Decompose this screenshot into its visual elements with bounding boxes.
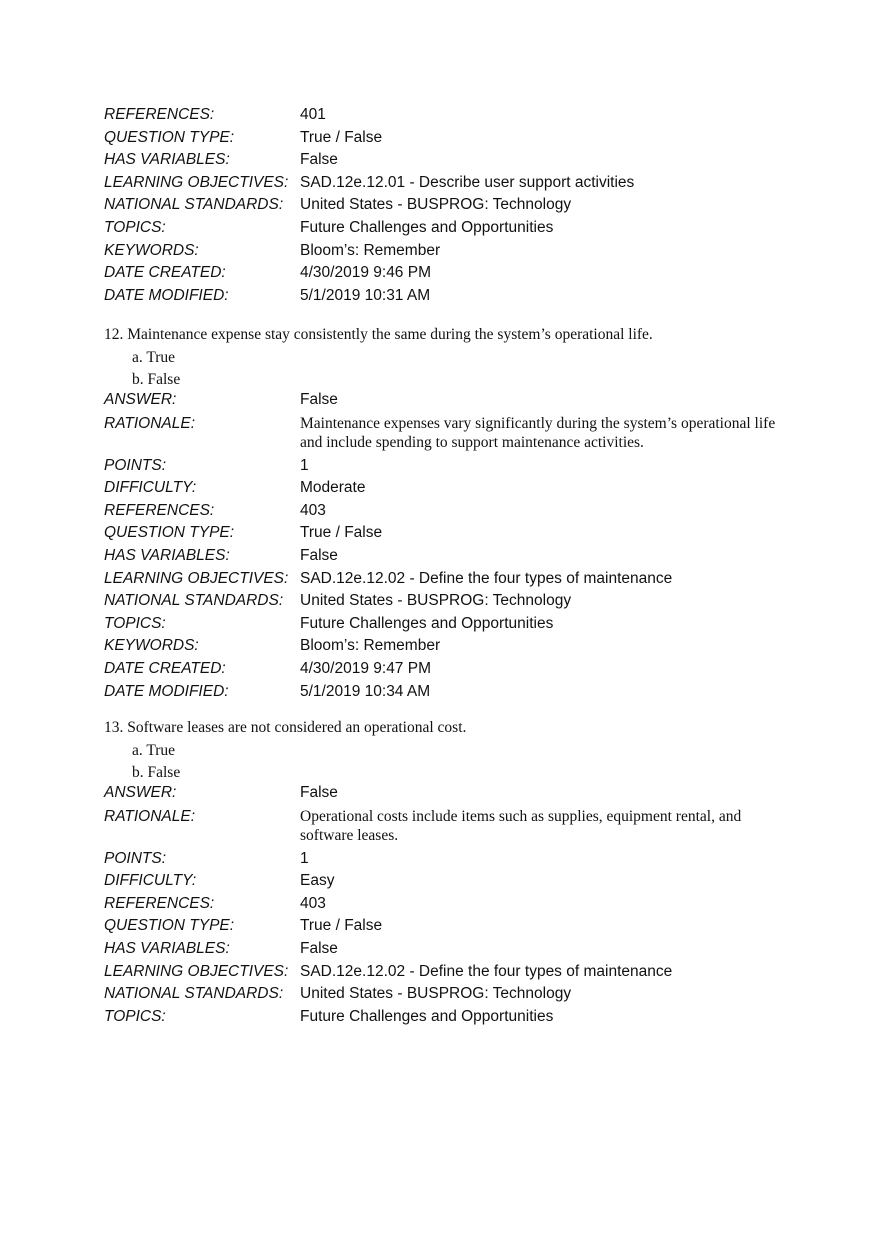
meta-label: QUESTION TYPE: [104,128,235,146]
meta-label: HAS VARIABLES: [104,546,230,564]
q12-metadata [104,389,784,703]
meta-label: KEYWORDS: [104,637,199,655]
meta-value: SAD.12e.12.01 - Describe user support activities [300,173,635,191]
meta-value: 1 [300,849,309,867]
meta-label: POINTS: [104,849,167,867]
answer-value: False [300,391,338,408]
rationale-text: Operational costs include items such as supplies, equipment rental, and software leases. [300,807,742,844]
meta-row-learning-objectives [104,961,784,984]
meta-label: KEYWORDS: [104,241,199,259]
meta-row-learning-objectives [104,172,784,195]
meta-label: REFERENCES: [104,501,215,519]
meta-row-keywords [104,635,784,658]
choice-false: b. False [132,371,181,389]
meta-value: United States - BUSPROG: Technology [300,592,572,610]
meta-value: True / False [300,524,383,542]
meta-row-date-modified [104,681,784,704]
meta-value: Bloom’s: Remember [300,241,441,259]
meta-value: False [300,939,338,957]
meta-label: NATIONAL STANDARDS: [104,196,284,214]
meta-row-answer [104,389,784,412]
meta-row-has-variables [104,938,784,961]
meta-value: United States - BUSPROG: Technology [300,985,572,1003]
meta-label: HAS VARIABLES: [104,939,230,957]
choice-true: a. True [132,741,176,759]
meta-row-has-variables [104,149,784,172]
meta-label: REFERENCES: [104,106,215,123]
meta-label: RATIONALE: [104,807,196,825]
meta-label: QUESTION TYPE: [104,524,235,542]
answer-value: False [300,784,338,801]
meta-row-difficulty [104,870,784,893]
meta-row-references [104,500,784,523]
meta-value: SAD.12e.12.02 - Define the four types of maintenance [300,569,673,587]
meta-value: 403 [300,894,326,912]
meta-row-references [104,104,784,127]
meta-value: 403 [300,501,326,519]
meta-label: DATE MODIFIED: [104,682,229,700]
meta-label: DATE CREATED: [104,264,226,282]
choice-false: b. False [132,764,181,782]
meta-label: LEARNING OBJECTIVES: [104,962,289,980]
meta-label: NATIONAL STANDARDS: [104,985,284,1003]
meta-value: Future Challenges and Opportunities [300,1007,554,1025]
meta-label: ANSWER: [104,784,177,801]
meta-label: NATIONAL STANDARDS: [104,592,284,610]
choice-true: a. True [132,348,176,366]
meta-row-points [104,455,784,478]
question-13 [104,717,804,785]
question-stem: 12. Maintenance expense stay consistently the same during the system’s operational life. [104,326,653,343]
meta-value: 4/30/2019 9:46 PM [300,264,431,282]
meta-value: False [300,546,338,564]
meta-label: TOPICS: [104,218,166,236]
meta-value: Easy [300,872,335,890]
meta-label: HAS VARIABLES: [104,151,230,169]
question-12 [104,324,804,392]
meta-value: 401 [300,106,326,123]
meta-label: LEARNING OBJECTIVES: [104,173,289,191]
meta-label: QUESTION TYPE: [104,917,235,935]
meta-value: SAD.12e.12.02 - Define the four types of maintenance [300,962,673,980]
meta-row-topics [104,217,784,240]
meta-label: DIFFICULTY: [104,479,197,497]
meta-row-references [104,893,784,916]
meta-value: Future Challenges and Opportunities [300,218,554,236]
meta-row-date-created [104,262,784,285]
meta-label: DATE CREATED: [104,659,226,677]
meta-row-answer [104,782,784,805]
meta-label: RATIONALE: [104,414,196,432]
meta-label: POINTS: [104,456,167,474]
meta-row-rationale [104,805,784,848]
meta-label: LEARNING OBJECTIVES: [104,569,289,587]
meta-row-keywords [104,240,784,263]
meta-row-has-variables [104,545,784,568]
meta-value: United States - BUSPROG: Technology [300,196,572,214]
meta-value: 4/30/2019 9:47 PM [300,659,431,677]
meta-value: 1 [300,456,309,474]
meta-value: True / False [300,917,383,935]
meta-row-topics [104,1006,784,1029]
meta-label: REFERENCES: [104,894,215,912]
question-stem: 13. Software leases are not considered an operational cost. [104,719,467,736]
meta-value: Bloom’s: Remember [300,637,441,655]
meta-label: TOPICS: [104,614,166,632]
rationale-text: Maintenance expenses vary significantly during the system’s operational life and include spending to support maintenance activities. [300,414,776,451]
meta-value: Future Challenges and Opportunities [300,614,554,632]
meta-label: DIFFICULTY: [104,872,197,890]
meta-value: 5/1/2019 10:34 AM [300,682,431,700]
meta-row-question-type [104,127,784,150]
meta-label: TOPICS: [104,1007,166,1025]
meta-row-question-type [104,522,784,545]
meta-label: DATE MODIFIED: [104,286,229,304]
meta-value: 5/1/2019 10:31 AM [300,286,431,304]
meta-value: False [300,151,338,169]
meta-row-question-type [104,915,784,938]
q13-metadata [104,782,784,1028]
meta-row-learning-objectives [104,568,784,591]
q11-metadata [104,104,784,307]
meta-row-national-standards [104,983,784,1006]
meta-row-date-created [104,658,784,681]
meta-row-difficulty [104,477,784,500]
meta-value: True / False [300,128,383,146]
meta-label: ANSWER: [104,391,177,408]
meta-row-national-standards [104,590,784,613]
meta-row-rationale [104,412,784,455]
meta-row-points [104,848,784,871]
meta-value: Moderate [300,479,366,497]
meta-row-national-standards [104,194,784,217]
meta-row-topics [104,613,784,636]
meta-row-date-modified [104,285,784,308]
